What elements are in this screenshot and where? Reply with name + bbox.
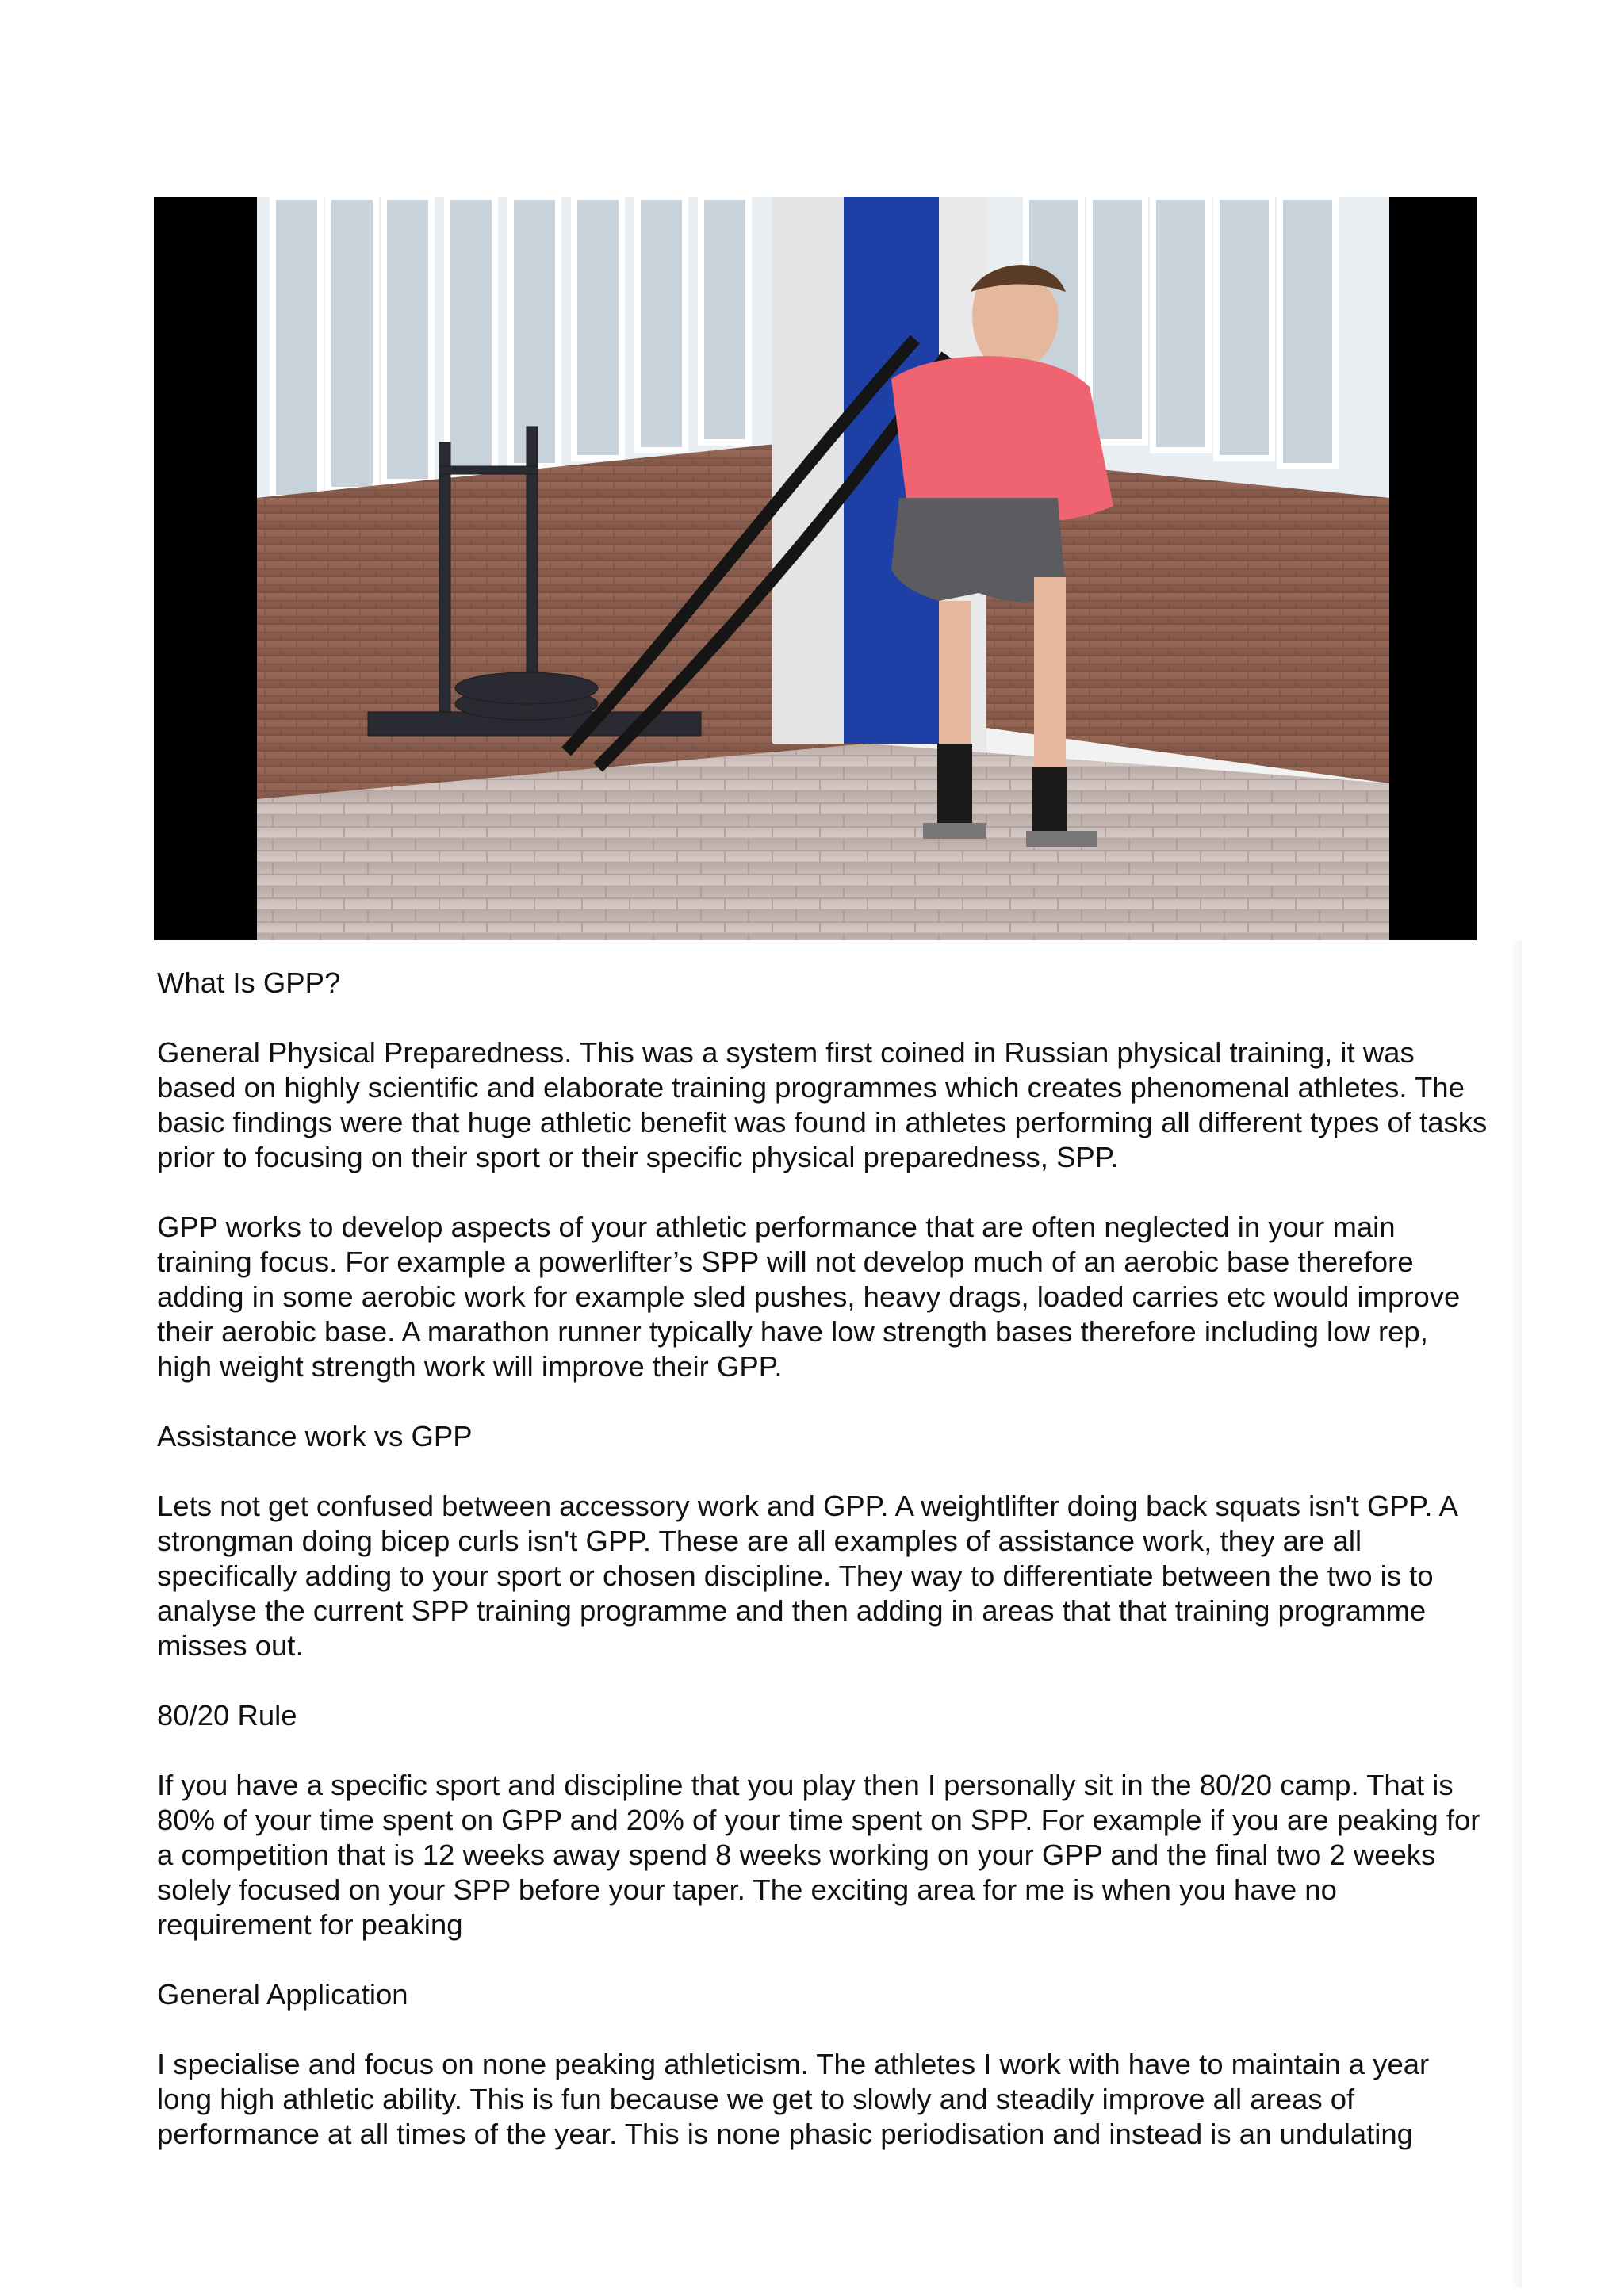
paragraph: I specialise and focus on none peaking athleticism. The athletes I work with have to maintain a year long high athletic ability. This is fun because we get to slowly and steadily improve all areas of performance at all times of the year. This is none phasic periodisation and instead is an undulating [157, 2048, 1430, 2150]
article-body [157, 966, 1489, 2187]
page-edge-shadow [1513, 940, 1522, 2288]
section-heading-general-application: General Application [157, 1978, 408, 2011]
hero-photo [154, 197, 1477, 940]
paragraph: GPP works to develop aspects of your athletic performance that are often neglected in your main training focus. For example a powerlifter’s SPP will not develop much of an aerobic base therefore adding in some aerobic work for example sled pushes, heavy drags, loaded carries etc would improve their aerobic base. A marathon runner typically have low strength bases therefore including low rep, high weight strength work will improve their GPP. [157, 1211, 1461, 1383]
section-heading-assistance-work: Assistance work vs GPP [157, 1420, 473, 1452]
sled-pull-photo-icon [154, 197, 1477, 940]
paragraph: Lets not get confused between accessory work and GPP. A weightlifter doing back squats isn't GPP. A strongman doing bicep curls isn't GPP. These are all examples of assistance work, they are all specifically adding to your sport or chosen discipline. They way to differentiate between the two is to analyse the current SPP training programme and then adding in areas that that training programme misses out. [157, 1490, 1457, 1662]
section-heading-what-is-gpp: What Is GPP? [157, 966, 341, 999]
paragraph: If you have a specific sport and discipline that you play then I personally sit in the 80/20 camp. That is 80% of your time spent on GPP and 20% of your time spent on SPP. For example if you are peaking for a competition that is 12 weeks away spend 8 weeks working on your GPP and the final two 2 weeks solely focused on your SPP before your taper. The exciting area for me is when you have no requirement for peaking [157, 1769, 1480, 1941]
paragraph: General Physical Preparedness. This was a system first coined in Russian physical training, it was based on highly scientific and elaborate training programmes which creates phenomenal athletes. The basic findings were that huge athletic benefit was found in athletes performing all different types of tasks prior to focusing on their sport or their specific physical preparedness, SPP. [157, 1036, 1488, 1173]
section-heading-80-20-rule: 80/20 Rule [157, 1699, 297, 1732]
